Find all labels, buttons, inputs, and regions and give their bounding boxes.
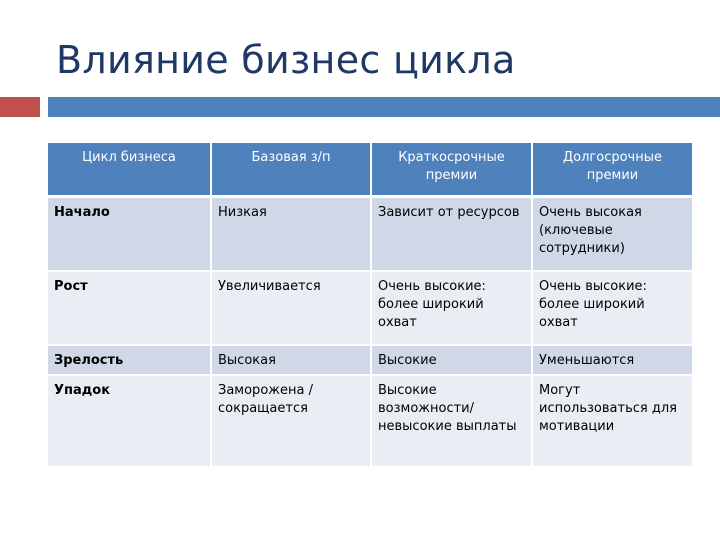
header-cell-cycle: Цикл бизнеса bbox=[48, 143, 211, 197]
table-cell: Заморожена /сокращается bbox=[211, 375, 371, 467]
row-label: Зрелость bbox=[48, 345, 211, 375]
table-cell: Высокие bbox=[371, 345, 532, 375]
table-cell: Очень высокие: более широкий охват bbox=[532, 271, 692, 345]
table-cell: Высокая bbox=[211, 345, 371, 375]
row-label: Рост bbox=[48, 271, 211, 345]
accent-bar-red bbox=[0, 97, 40, 117]
table-cell: Увеличивается bbox=[211, 271, 371, 345]
table-cell: Уменьшаются bbox=[532, 345, 692, 375]
table-cell: Очень высокие: более широкий охват bbox=[371, 271, 532, 345]
slide-title: Влияние бизнес цикла bbox=[56, 38, 516, 82]
table-row bbox=[48, 375, 692, 467]
table-cell: Очень высокая (ключевые сотрудники) bbox=[532, 197, 692, 272]
header-cell-base-salary: Базовая з/п bbox=[211, 143, 371, 197]
table-cell: Низкая bbox=[211, 197, 371, 272]
table-row bbox=[48, 271, 692, 345]
table-row bbox=[48, 345, 692, 375]
row-label: Начало bbox=[48, 197, 211, 272]
table-cell: Могут использоваться для мотивации bbox=[532, 375, 692, 467]
business-cycle-table bbox=[48, 143, 692, 468]
header-cell-long-term: Долгосрочные премии bbox=[532, 143, 692, 197]
row-label: Упадок bbox=[48, 375, 211, 467]
accent-bar-blue bbox=[48, 97, 720, 117]
table-row bbox=[48, 197, 692, 272]
table-cell: Высокие возможности/ невысокие выплаты bbox=[371, 375, 532, 467]
header-cell-short-term: Краткосрочные премии bbox=[371, 143, 532, 197]
table-header-row bbox=[48, 143, 692, 197]
table-cell: Зависит от ресурсов bbox=[371, 197, 532, 272]
